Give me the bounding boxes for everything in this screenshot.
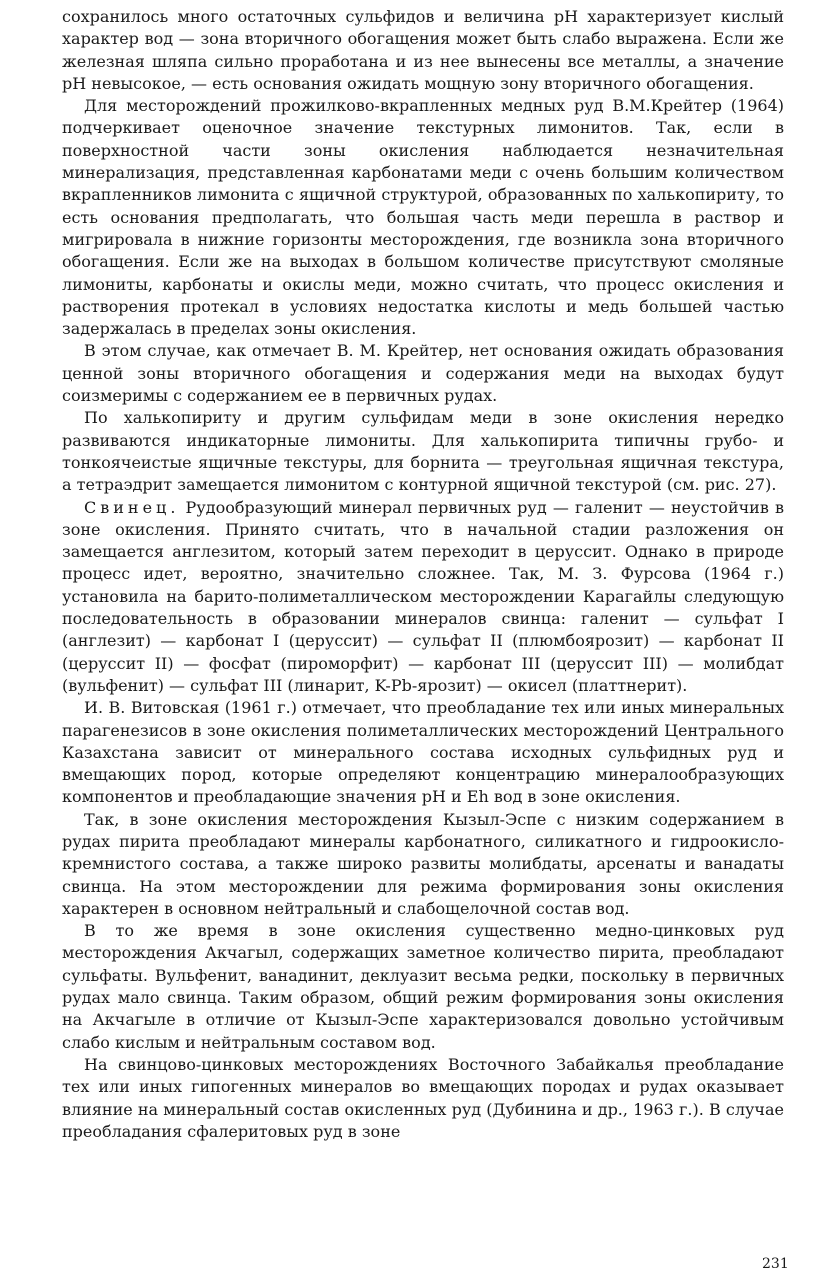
paragraph-zabaikalye: На свинцово-цинковых месторождениях Восточного Забайкалья преобладание тех или иных гипогенных минералов во вмещающих породах и рудах оказывает влияние на минеральный состав окисленных руд (Дубинина и др., 1963 г.). В случае преобладания сфалеритовых руд в зоне bbox=[62, 1054, 784, 1141]
paragraph-vitovskaya: И. В. Витовская (1961 г.) отмечает, что преобладание тех или иных минеральных парагенезисов в зоне окисления полиметаллических месторождений Центрального Казахстана зависит от минерального состава исходных сульфидных руд и вмещающих пород, которые определяют концентрацию минералообразующих компонентов и преобладающие значения pH и Eh вод в зоне окисления. bbox=[62, 698, 784, 807]
section-heading-lead: Свинец. bbox=[84, 497, 180, 517]
paragraph-kreiter-case: В этом случае, как отмечает В. М. Крейтер, нет основания ожидать образования ценной зоны вторичного обогащения и содержания меди на выходах будут соизмеримы с содержанием ее в первичных рудах. bbox=[62, 341, 784, 406]
page-body bbox=[62, 6, 784, 1143]
paragraph-lead-text: Рудообразующий минерал первичных руд — галенит — неустойчив в зоне окисления. Принято считать, что в начальной стадии разложения он замещается англезитом, который затем переходит в церуссит. Однако в природе процесс идет, вероятно, значительно сложнее. Так, М. З. Фурсова (1964 г.) установила на барито-полиметаллическом месторождении Карагайлы следующую последовательность в образовании минералов свинца: галенит — сульфат I (англезит) — карбонат I (церуссит) — сульфат II (плюмбоярозит) — карбонат II (церуссит II) — фосфат (пироморфит) — карбонат III (церуссит III) — молибдат (вульфенит) — сульфат III (линарит, K-Pb-ярозит) — окисел (платтнерит). bbox=[62, 497, 784, 695]
paragraph-akchagyl: В то же время в зоне окисления существенно медно-цинковых руд месторождения Акчагыл, содержащих заметное количество пирита, преобладают сульфаты. Вульфенит, ванадинит, деклуазит весьма редки, поскольку в первичных рудах мало свинца. Таким образом, общий режим формирования зоны окисления на Акчагыле в отличие от Кызыл-Эспе характеризовался довольно устойчивым слабо кислым и нейтральным составом вод. bbox=[62, 921, 784, 1052]
paragraph-kreiter-limonites: Для месторождений прожилково-вкрапленных медных руд В.М.Крейтер (1964) подчеркивает оценочное значение текстурных лимонитов. Так, если в поверхностной части зоны окисления наблюдается незначительная минерализация, представленная карбонатами меди с очень большим количеством вкрапленников лимонита с ящичной структурой, образованных по халькопириту, то есть основания предполагать, что большая часть меди перешла в раствор и мигрировала в нижние горизонты месторождения, где возникла зона вторичного обогащения. Если же на выходах в большом количестве присутствуют смоляные лимониты, карбонаты и окислы меди, можно считать, что процесс окисления и растворения протекал в условиях недостатка кислоты и медь большей частью задержалась в пределах зоны окисления. bbox=[62, 96, 784, 339]
paragraph-continuation: сохранилось много остаточных сульфидов и величина pH характеризует кислый характер вод — зона вторичного обогащения может быть слабо выражена. Если же железная шляпа сильно проработана и из нее вынесены все металлы, а значение pH невысокое, — есть основания ожидать мощную зону вторичного обогащения. bbox=[62, 7, 784, 93]
paragraph-lead bbox=[62, 497, 784, 698]
paragraph-indicator-limonites: По халькопириту и другим сульфидам меди в зоне окисления нередко развиваются индикаторные лимониты. Для халькопирита типичны грубо- и тонкоячеистые ящичные текстуры, для борнита — треугольная ящичная текстура, а тетраэдрит замещается лимонитом с контурной ящичной текстурой (см. рис. 27). bbox=[62, 408, 784, 495]
paragraph-kyzyl-espe: Так, в зоне окисления месторождения Кызыл-Эспе с низким содержанием в рудах пирита преобладают минералы карбонатного, силикатного и гидроокисло-кремнистого состава, а также широко развиты молибдаты, арсенаты и ванадаты свинца. На этом месторождении для режима формирования зоны окисления характерен в основном нейтральный и слабощелочной состав вод. bbox=[62, 809, 784, 918]
page-number: 231 bbox=[762, 1256, 789, 1272]
